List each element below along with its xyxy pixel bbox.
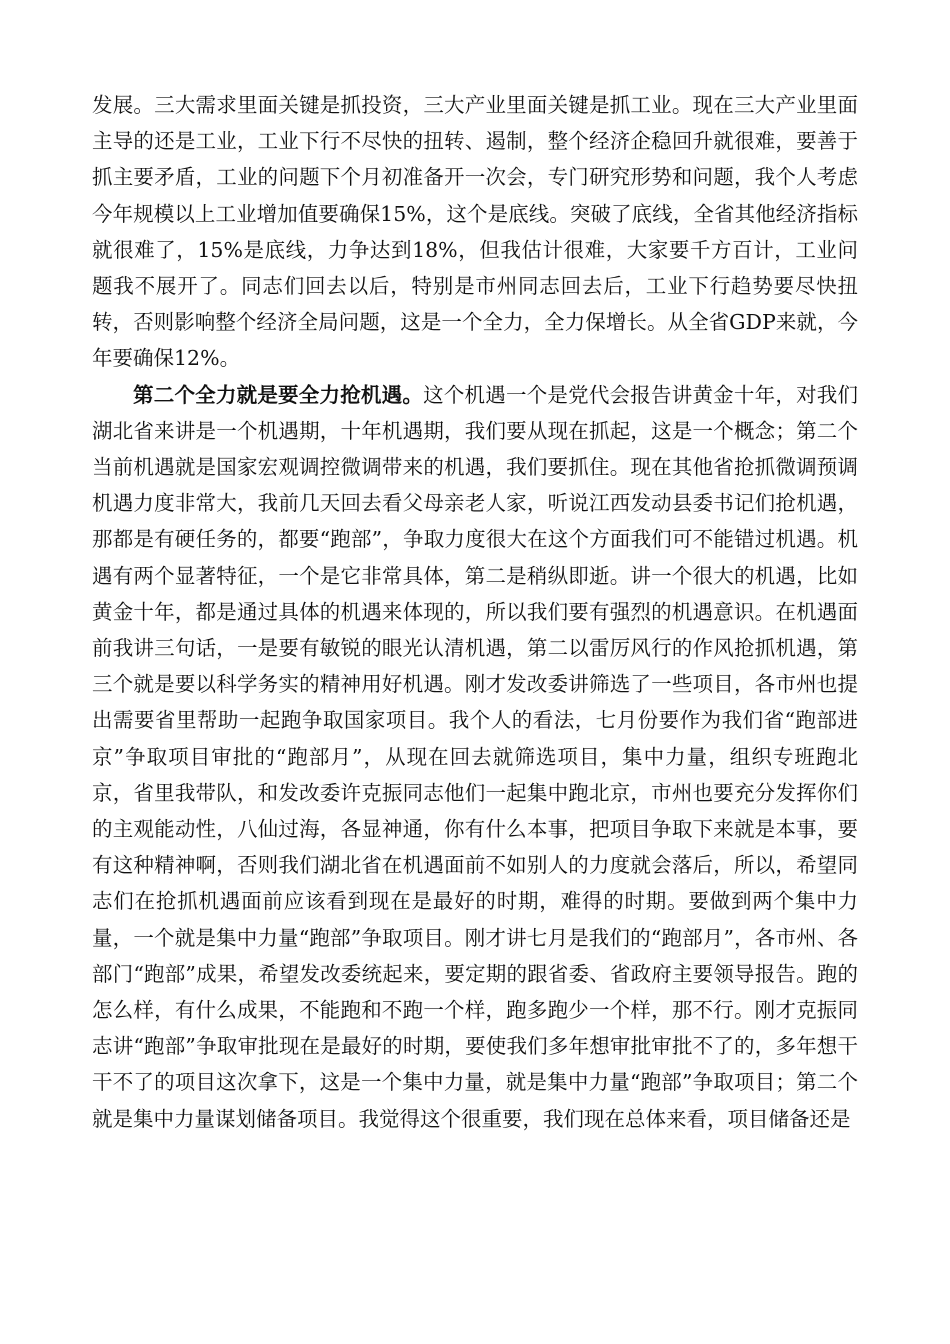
paragraph-2-lead: 第二个全力就是要全力抢机遇。 [133, 382, 424, 407]
paragraph-1-text: 发展。三大需求里面关键是抓投资，三大产业里面关键是抓工业。现在三大产业里面主导的还是工业，工业下行不尽快的扭转、遏制，整个经济企稳回升就很难，要善于抓主要矛盾，工业的问题下个月初准备开一次会，专门研究形势和问题，我个人考虑今年规模以上工业增加值要确保15%，这个是底线。突破了底线，全省其他经济指标就很难了，15%是底线，力争达到18%，但我估计很难，大家要千方百计，工业问题我不展开了。同志们回去以后，特别是市州同志回去后，工业下行趋势要尽快扭转，否则影响整个经济全局问题，这是一个全力，全力保增长。从全省GDP来就，今年要确保12%。 [92, 93, 858, 371]
paragraph-2-text: 这个机遇一个是党代会报告讲黄金十年，对我们湖北省来讲是一个机遇期，十年机遇期，我们要从现在抓起，这是一个概念；第二个当前机遇就是国家宏观调控微调带来的机遇，我们要抓住。现在其他省抢抓微调预调机遇力度非常大，我前几天回去看父母亲老人家，听说江西发动县委书记们抢机遇，那都是有硬任务的，都要“跑部”，争取力度很大在这个方面我们可不能错过机遇。机遇有两个显著特征，一个是它非常具体，第二是稍纵即逝。讲一个很大的机遇，比如黄金十年，都是通过具体的机遇来体现的，所以我们要有强烈的机遇意识。在机遇面前我讲三句话，一是要有敏锐的眼光认清机遇，第二以雷厉风行的作风抢抓机遇，第三个就是要以科学务实的精神用好机遇。刚才发改委讲筛选了一些项目，各市州也提出需要省里帮助一起跑争取国家项目。我个人的看法，七月份要作为我们省“跑部进京”争取项目审批的“跑部月”，从现在回去就筛选项目，集中力量，组织专班跑北京，省里我带队，和发改委许克振同志他们一起集中跑北京，市州也要充分发挥你们的主观能动性，八仙过海，各显神通，你有什么本事，把项目争取下来就是本事，要有这种精神啊，否则我们湖北省在机遇面前不如别人的力度就会落后，所以，希望同志们在抢抓机遇面前应该看到现在是最好的时期，难得的时期。要做到两个集中力量，一个就是集中力量“跑部”争取项目。刚才讲七月是我们的“跑部月”，各市州、各部门“跑部”成果，希望发改委统起来，要定期的跟省委、省政府主要领导报告。跑的怎么样，有什么成果，不能跑和不跑一个样，跑多跑少一个样，那不行。刚才克振同志讲“跑部”争取审批现在是最好的时期，要使我们多年想审批审批不了的，多年想干干不了的项目这次拿下，这是一个集中力量，就是集中力量“跑部”争取项目；第二个就是集中力量谋划储备项目。我觉得这个很重要，我们现在总体来看，项目储备还是 [92, 382, 859, 1131]
document-page [92, 87, 858, 1137]
paragraph-2 [92, 377, 858, 1137]
paragraph-1 [92, 87, 858, 377]
